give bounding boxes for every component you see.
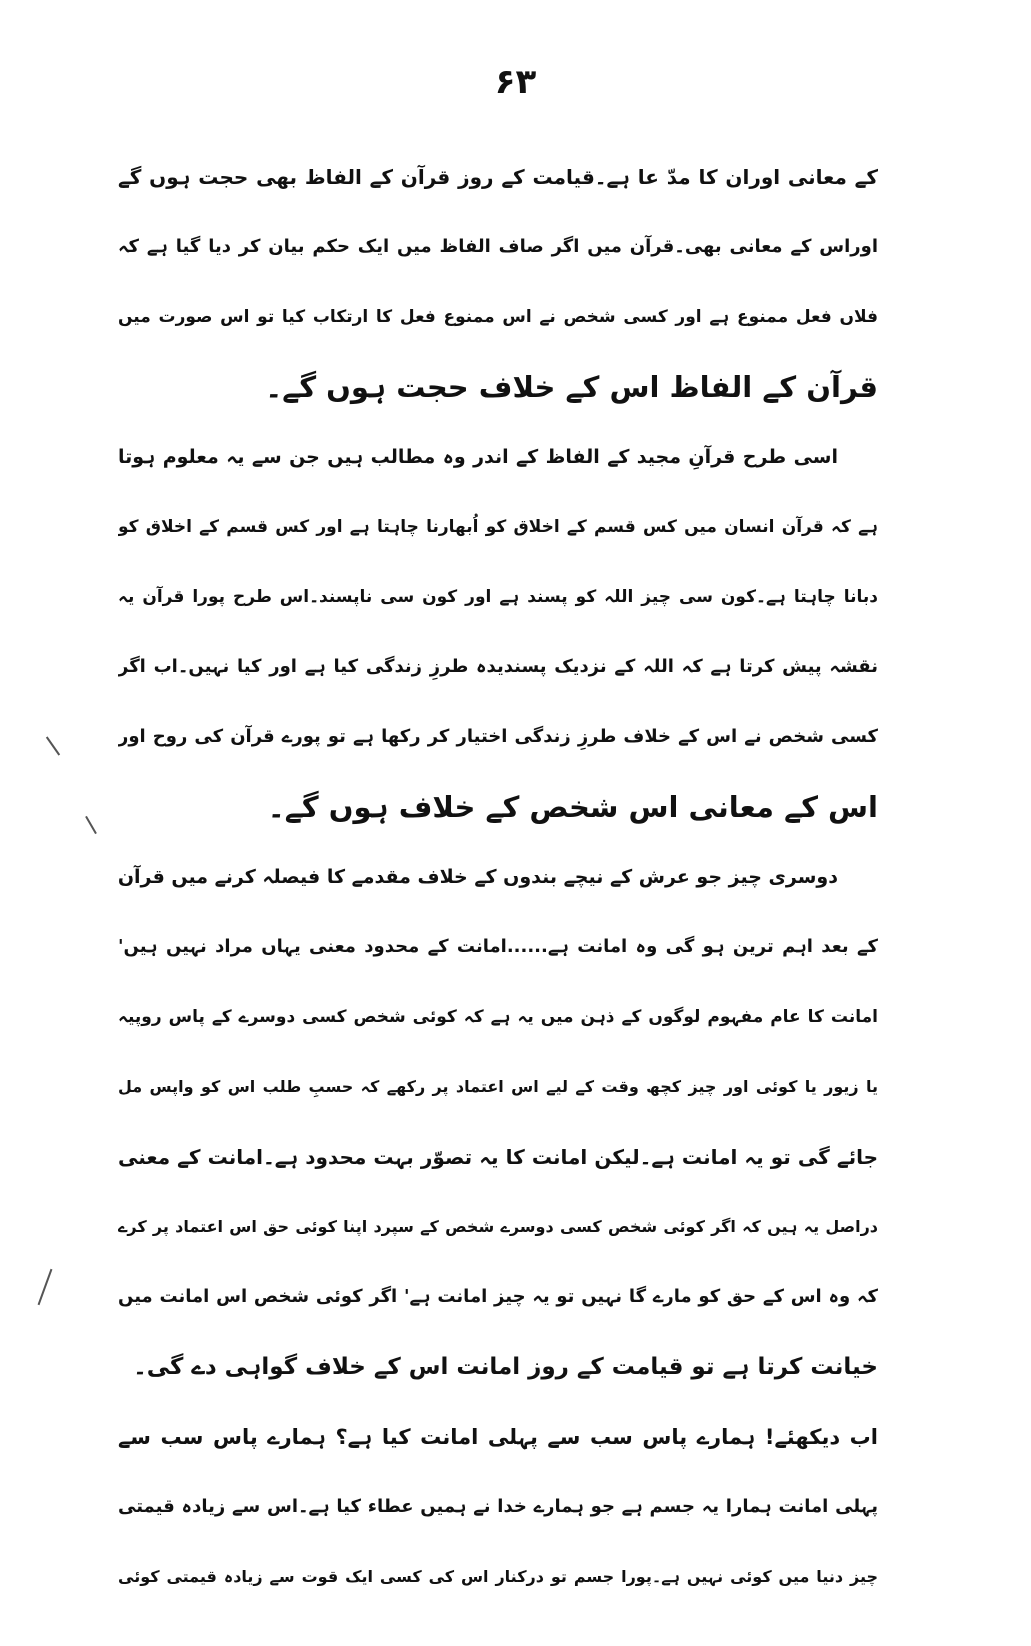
text-line: کے معانی اوران کا مدّ عا ہے۔قیامت کے روز قرآن کے الفاظ بھی حجت ہوں گے [118,165,878,189]
text-line: دوسری چیز جو عرش کے نیچے بندوں کے خلاف مقدمے کا فیصلہ کرنے میں قرآن [118,866,838,888]
text-line: دبانا چاہتا ہے۔کون سی چیز اللہ کو پسند ہے اور کون سی ناپسند۔اس طرح پورا قرآن یہ [118,587,878,607]
text-line: پہلی امانت ہمارا یہ جسم ہے جو ہمارے خدا نے ہمیں عطاء کیا ہے۔اس سے زیادہ قیمتی [118,1496,878,1517]
text-line: اوراس کے معانی بھی۔قرآن میں اگر صاف الفاظ میں ایک حکم بیان کر دیا گیا ہے کہ [118,236,878,257]
text-line: کے بعد اہم ترین ہو گی وہ امانت ہے......امانت کے محدود معنی یہاں مراد نہیں ہیں' [118,936,878,957]
scan-mark [38,1269,53,1305]
text-line: امانت کا عام مفہوم لوگوں کے ذہن میں یہ ہے کہ کوئی شخص کسی دوسرے کے پاس روپیہ [118,1007,878,1027]
text-line: ہے کہ قرآن انسان میں کس قسم کے اخلاق کو اُبھارنا چاہتا ہے اور کس قسم کے اخلاق کو [118,517,878,537]
body-text [118,142,878,1612]
scan-mark [85,816,97,834]
text-line: نقشہ پیش کرتا ہے کہ اللہ کے نزدیک پسندیدہ طرزِ زندگی کیا ہے اور کیا نہیں۔اب اگر [118,656,878,677]
text-line: یا زیور یا کوئی اور چیز کچھ وقت کے لیے اس اعتماد پر رکھے کہ حسبِ طلب اس کو واپس مل [118,1077,878,1096]
text-line: خیانت کرتا ہے تو قیامت کے روز امانت اس کے خلاف گواہی دے گی۔ [133,1354,878,1380]
text-line: دراصل یہ ہیں کہ اگر کوئی شخص کسی دوسرے شخص کے سپرد اپنا کوئی حق اس اعتماد پر کرے [118,1217,878,1236]
text-line: کسی شخص نے اس کے خلاف طرزِ زندگی اختیار کر رکھا ہے تو پورے قرآن کی روح اور [118,726,878,747]
scan-mark [46,736,60,755]
text-line: اس کے معانی اس شخص کے خلاف ہوں گے۔ [267,790,878,824]
text-line: اب دیکھئے! ہمارے پاس سب سے پہلی امانت کیا ہے؟ ہمارے پاس سب سے [118,1425,878,1449]
text-line: کہ وہ اس کے حق کو مارے گا نہیں تو یہ چیز امانت ہے' اگر کوئی شخص اس امانت میں [118,1286,878,1307]
page-number: ۶۳ [494,62,537,102]
text-line: قرآن کے الفاظ اس کے خلاف حجت ہوں گے۔ [265,370,878,404]
text-line: اسی طرح قرآنِ مجید کے الفاظ کے اندر وہ مطالب ہیں جن سے یہ معلوم ہوتا [118,446,838,468]
text-line: چیز دنیا میں کوئی نہیں ہے۔پورا جسم تو درکنار اس کی کسی ایک قوت سے زیادہ قیمتی کوئی [118,1567,878,1586]
text-line: جائے گی تو یہ امانت ہے۔لیکن امانت کا یہ تصوّر بہت محدود ہے۔امانت کے معنی [118,1145,878,1169]
text-line: فلاں فعل ممنوع ہے اور کسی شخص نے اس ممنوع فعل کا ارتکاب کیا تو اس صورت میں [118,307,878,327]
